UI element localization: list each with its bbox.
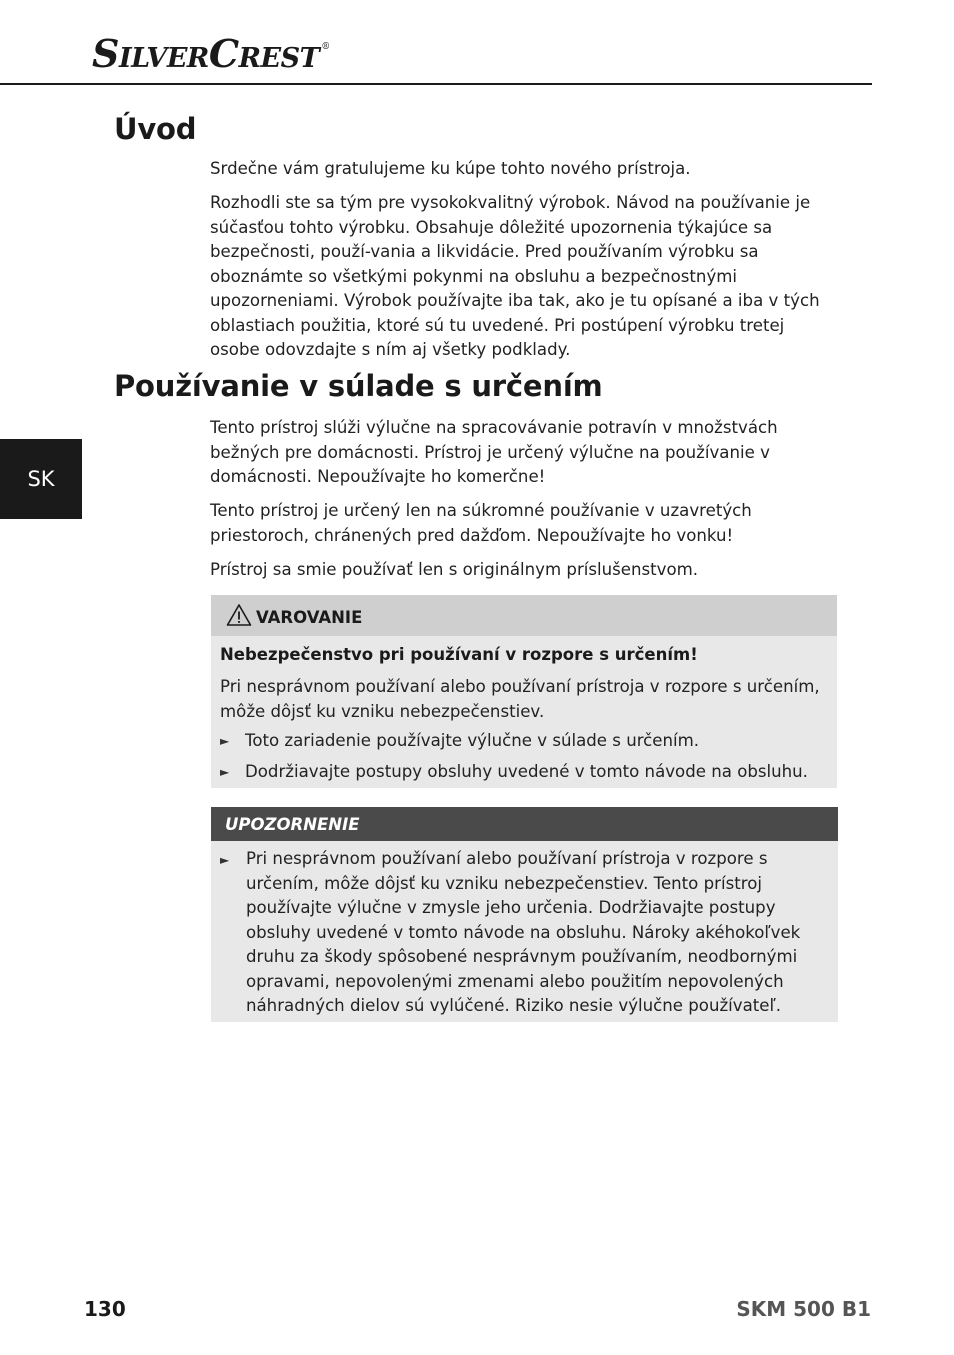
warning-bullet: ► Dodržiavajte postupy obsluhy uvedené v tomto návode na obsluhu. [220,760,808,785]
warning-text: Pri nesprávnom používaní alebo používaní prístroja v rozpore s určením, môže dôjsť ku vzniku nebezpečenstiev. [220,677,820,721]
notice-header [211,807,838,841]
section-title-intro: Úvod [114,112,197,146]
intended-use-paragraph-2: Tento prístroj je určený len na súkromné používanie v uzavretých priestoroch, chránených pred dažďom. Nepoužívajte ho vonku! [210,501,752,545]
warning-bullet: ► Toto zariadenie používajte výlučne v súlade s určením. [220,729,699,754]
bullet-arrow-icon: ► [220,853,230,867]
silvercrest-logo: SILVERCREST ® [92,31,330,76]
intro-paragraph-2: Rozhodli ste sa tým pre vysokokvalitný výrobok. Návod na používanie je súčasťou tohto výrobku. Obsahuje dôležité upozornenia týkajúce sa bezpečnosti, použí-vania a likvidácie. Pred používaním výrobku sa oboznámte so všetkými pokynmi na obsluhu a bezpečnostnými upozorneniami. Výrobok používajte iba tak, ako je tu opísané a iba v tých oblastiach použitia, ktoré sú tu uvedené. Pri postúpení výrobku tretej osobe odovzdajte s ním aj všetky podklady. [210,193,820,359]
notice-text: Pri nesprávnom používaní alebo používaní prístroja v rozpore s určením, môže dôjsť ku vzniku nebezpečenstiev. Tento prístroj používajte výlučne v zmysle jeho určenia. Dodržiavajte postupy obsluhy uvedené v tomto návode na obsluhu. Nároky akéhokoľvek druhu za škody spôsobené nesprávnym používaním, neodbornými opravami, nepovolenými zmenami alebo použitím nepovolených náhradných dielov sú vylúčené. Riziko nesie výlučne používateľ. [246,849,801,1015]
bullet-arrow-icon: ► [220,734,230,748]
bullet-arrow-icon: ► [220,765,230,779]
intended-use-paragraph-3: Prístroj sa smie používať len s originálnym príslušenstvom. [210,560,699,579]
model-number: SKM 500 B1 [736,1297,871,1321]
page-number: 130 [84,1297,126,1321]
intended-use-paragraph-1: Tento prístroj slúži výlučne na spracovávanie potravín v množstvách bežných pre domácnosti. Prístroj je určený výlučne na používanie v domácnosti. Nepoužívajte ho komerčne! [210,418,778,486]
warning-label: VAROVANIE [256,608,363,627]
warning-subtitle: Nebezpečenstvo pri používaní v rozpore s určením! [220,645,698,664]
warning-triangle-icon [226,603,252,627]
language-tab: SK [0,439,82,519]
warning-box [211,595,837,788]
intro-paragraph-1: Srdečne vám gratulujeme ku kúpe tohto nového prístroja. [210,159,691,178]
section-title-intended-use: Používanie v súlade s určením [114,369,603,403]
warning-header [211,595,837,636]
notice-label: UPOZORNENIE [225,815,360,834]
notice-box [211,807,838,1022]
header-rule [0,83,872,85]
